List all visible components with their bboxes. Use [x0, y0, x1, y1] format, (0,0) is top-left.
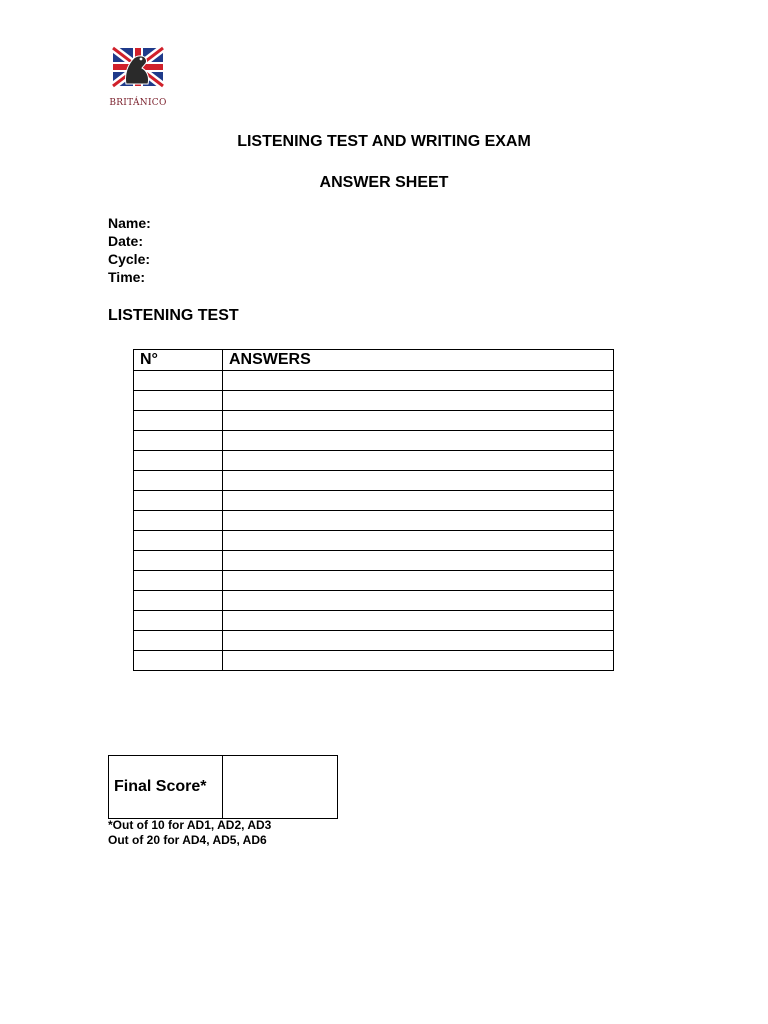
table-row: [134, 611, 614, 631]
final-score-label: Final Score*: [109, 756, 223, 818]
answer-cell[interactable]: [223, 631, 614, 651]
answer-sheet-title: ANSWER SHEET: [319, 174, 449, 191]
number-cell[interactable]: [134, 391, 223, 411]
table-row: [134, 411, 614, 431]
number-cell[interactable]: [134, 471, 223, 491]
listening-test-heading: LISTENING TEST: [108, 307, 239, 324]
table-row: [134, 471, 614, 491]
number-cell[interactable]: [134, 531, 223, 551]
answer-cell[interactable]: [223, 471, 614, 491]
answers-column-header: ANSWERS: [223, 350, 614, 371]
number-cell[interactable]: [134, 491, 223, 511]
answer-cell[interactable]: [223, 511, 614, 531]
lion-flag-crest-icon: [108, 46, 168, 98]
answer-cell[interactable]: [223, 611, 614, 631]
table-row: [134, 551, 614, 571]
number-cell[interactable]: [134, 371, 223, 391]
number-cell[interactable]: [134, 611, 223, 631]
score-note-1: *Out of 10 for AD1, AD2, AD3: [108, 818, 272, 832]
number-cell[interactable]: [134, 551, 223, 571]
answer-cell[interactable]: [223, 571, 614, 591]
name-field: Name:: [108, 215, 151, 231]
table-row: [134, 491, 614, 511]
answers-table: [133, 349, 614, 671]
student-fields: [108, 214, 151, 286]
number-column-header: N°: [134, 350, 223, 371]
table-row: [134, 511, 614, 531]
number-cell[interactable]: [134, 591, 223, 611]
answer-cell[interactable]: [223, 411, 614, 431]
score-note-2: Out of 20 for AD4, AD5, AD6: [108, 833, 267, 847]
answer-cell[interactable]: [223, 531, 614, 551]
answer-cell[interactable]: [223, 591, 614, 611]
number-cell[interactable]: [134, 431, 223, 451]
table-row: [134, 371, 614, 391]
score-notes: [108, 818, 271, 848]
answer-cell[interactable]: [223, 551, 614, 571]
number-cell[interactable]: [134, 571, 223, 591]
table-row: [134, 631, 614, 651]
answer-cell[interactable]: [223, 651, 614, 671]
table-row: [134, 571, 614, 591]
number-cell[interactable]: [134, 511, 223, 531]
britanico-logo: [108, 46, 168, 112]
time-field: Time:: [108, 269, 146, 285]
answer-cell[interactable]: [223, 491, 614, 511]
number-cell[interactable]: [134, 411, 223, 431]
final-score-value[interactable]: [223, 756, 337, 818]
number-cell[interactable]: [134, 451, 223, 471]
date-field: Date:: [108, 233, 144, 249]
number-cell[interactable]: [134, 631, 223, 651]
table-row: [134, 451, 614, 471]
table-row: [134, 391, 614, 411]
logo-text: BRITÁNICO: [109, 98, 167, 108]
table-row: [134, 651, 614, 671]
answer-cell[interactable]: [223, 371, 614, 391]
answer-cell[interactable]: [223, 431, 614, 451]
table-row: [134, 531, 614, 551]
answer-cell[interactable]: [223, 451, 614, 471]
table-row: [134, 431, 614, 451]
table-header-row: [134, 350, 614, 371]
cycle-field: Cycle:: [108, 251, 151, 267]
final-score-box: [108, 755, 338, 819]
table-row: [134, 591, 614, 611]
number-cell[interactable]: [134, 651, 223, 671]
answer-cell[interactable]: [223, 391, 614, 411]
answer-rows: [134, 371, 614, 671]
exam-title: LISTENING TEST AND WRITING EXAM: [237, 133, 531, 150]
